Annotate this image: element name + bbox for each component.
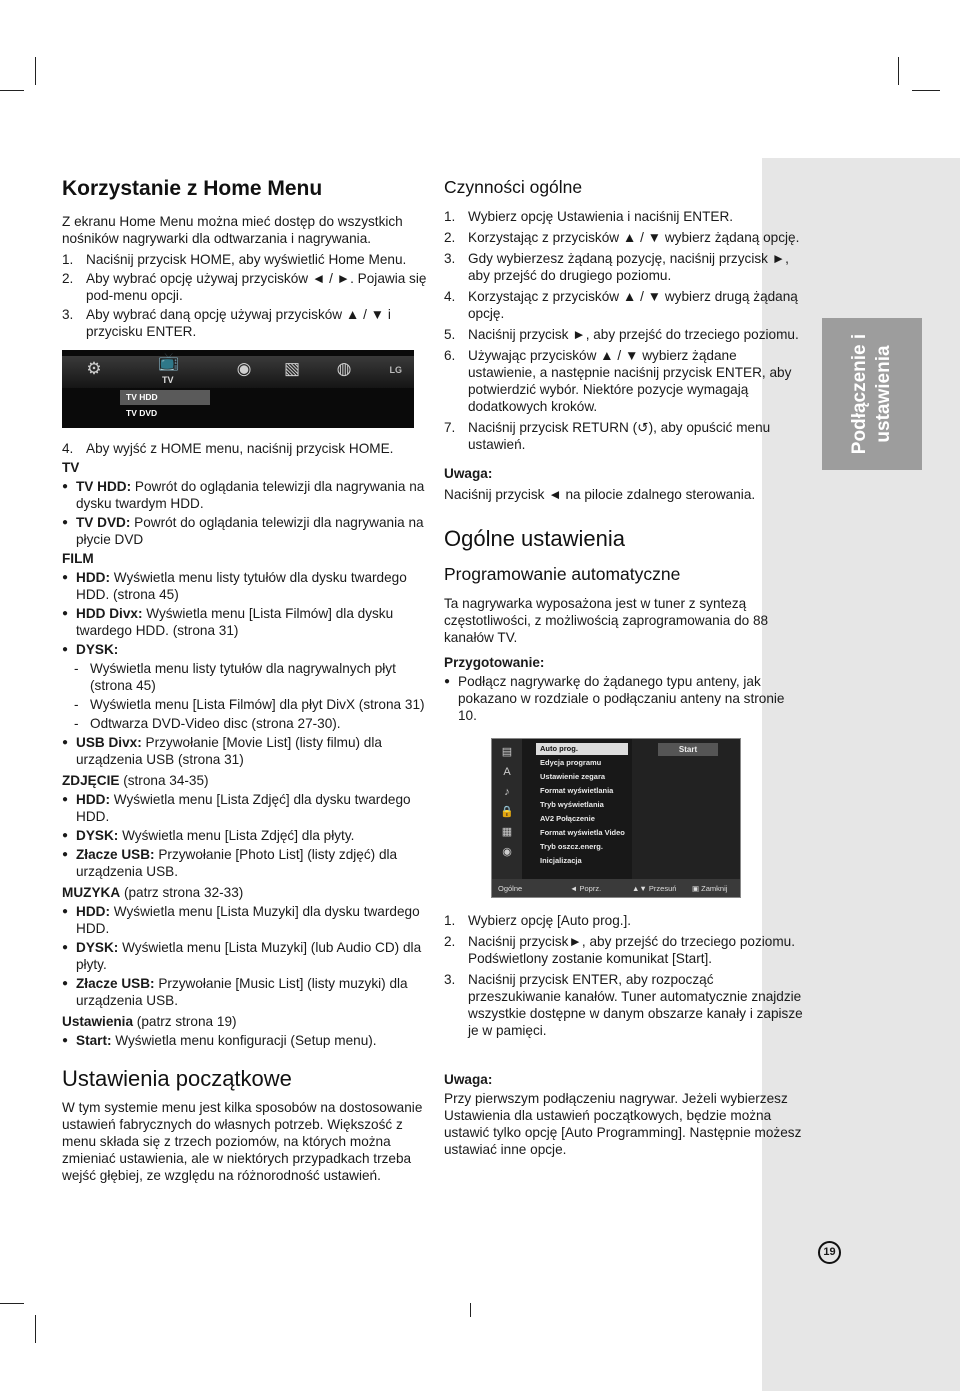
bullet-item: ● USB Divx: Przywołanie [Movie List] (listy filmu) dla urządzenia USB (strona 31) — [62, 735, 382, 767]
photo-icon: ▧ — [283, 359, 301, 378]
intro-paragraph: Z ekranu Home Menu można mieć dostęp do wszystkich nośników nagrywarki dla odtwarzania i nagrywania. — [62, 214, 403, 246]
section-tab-line2: ustawienia — [873, 345, 894, 443]
bullet-item: ● Podłącz nagrywarkę do żądanego typu anteny, jak pokazano w rozdziale o podłączaniu anteny na stronie 10. — [444, 674, 785, 723]
setup-menu-item[interactable]: Inicjalizacja — [540, 856, 582, 865]
setup-footer — [492, 879, 741, 898]
setup-options-panel — [632, 739, 741, 879]
setup-menu-item[interactable]: Ustawienie zegara — [540, 772, 606, 781]
setup-menu-item[interactable]: Format wyświetla Video — [540, 828, 625, 837]
general-settings-icon: ▤ — [501, 746, 513, 758]
left-column — [62, 176, 428, 1184]
dash-item: - Odtwarza DVD-Video disc (strona 27-30). — [74, 716, 341, 731]
right-column — [444, 176, 804, 1158]
crop-mark — [898, 57, 899, 85]
list-item: 1. Wybierz opcję [Auto prog.]. — [444, 913, 632, 928]
section-tab — [822, 318, 922, 470]
note-heading: Uwaga: — [444, 1072, 493, 1087]
bullet-item: ● Złacze USB: Przywołanie [Photo List] (listy zdjęć) dla urządzenia USB. — [62, 847, 398, 879]
brand-logo: LG — [389, 365, 402, 375]
home-submenu-item[interactable]: TV DVD — [126, 408, 158, 418]
list-item: 2. Naciśnij przycisk►, aby przejść do trzeciego poziomu. Podświetlony zostanie komunikat [Start]. — [444, 934, 795, 966]
recording-icon: ▦ — [501, 826, 513, 838]
section-title: Ogólne ustawienia — [444, 526, 626, 551]
list-item: 2. Korzystając z przycisków ▲ / ▼ wybierz żądaną opcję. — [444, 230, 800, 245]
footer-label: Ogólne — [498, 884, 523, 893]
list-item: 5. Naciśnij przycisk ►, aby przejść do trzeciego poziomu. — [444, 327, 799, 342]
group-heading: TV — [62, 460, 80, 475]
group-heading: MUZYKA (patrz strona 32-33) — [62, 885, 244, 900]
setup-menu-item[interactable]: Auto prog. — [536, 743, 628, 755]
settings-gears-icon: ⚙ — [86, 359, 102, 378]
crop-mark — [0, 1303, 24, 1304]
footer-prev: ◄ Poprz. — [570, 884, 602, 893]
crop-mark — [35, 57, 36, 85]
footer-move: ▲▼ Przesuń — [632, 884, 677, 893]
group-heading: FILM — [62, 551, 94, 566]
list-item: 3. Gdy wybierzesz żądaną pozycję, naciśnij przycisk ►, aby przejść do drugiego poziomu. — [444, 251, 789, 283]
disc-icon: ◉ — [502, 846, 512, 858]
start-option[interactable]: Start — [658, 743, 718, 756]
bullet-item: ● HDD: Wyświetla menu [Lista Zdjęć] dla dysku twardego HDD. — [62, 792, 411, 824]
tv-icon: 📺 — [158, 352, 180, 371]
list-item: 4. Korzystając z przycisków ▲ / ▼ wybierz drugą żądaną opcję. — [444, 289, 798, 321]
section-title: Ustawienia początkowe — [62, 1066, 292, 1091]
bullet-item: ● DYSK: Wyświetla menu [Lista Muzyki] (lub Audio CD) dla płyty. — [62, 940, 422, 972]
list-item: 2. Aby wybrać opcję używaj przycisków ◄ / ►. Pojawia się pod-menu opcji. — [62, 271, 427, 303]
note-text: Naciśnij przycisk ◄ na pilocie zdalnego sterowania. — [444, 487, 756, 502]
list-item: 4. Aby wyjść z HOME menu, naciśnij przycisk HOME. — [62, 441, 394, 456]
section-tab-line1: Podłączenie i — [849, 333, 870, 455]
crop-mark — [0, 90, 24, 91]
section-title: Czynności ogólne — [444, 177, 583, 197]
film-reel-icon: ◉ — [236, 359, 252, 378]
page-number: 19 — [818, 1241, 841, 1264]
bullet-item: ● Start: Wyświetla menu konfiguracji (Setup menu). — [62, 1033, 377, 1048]
crop-mark — [912, 90, 940, 91]
bullet-item: ● HDD Divx: Wyświetla menu [Lista Filmów] dla dysku twardego HDD. (strona 31) — [62, 606, 394, 638]
dash-item: - Wyświetla menu listy tytułów dla nagrywalnych płyt (strona 45) — [74, 661, 396, 693]
bullet-item: ● TV HDD: Powrót do oglądania telewizji dla nagrywania na dysku twardym HDD. — [62, 479, 425, 511]
note-text: Przy pierwszym podłączeniu nagrywar. Jeżeli wybierzesz Ustawienia dla ustawień początkowych, będzie można ustawić tylko opcję [Auto Programming]. Następnie możesz ustawiać inne opcje. — [444, 1091, 802, 1157]
music-disc-icon: ◍ — [336, 359, 352, 378]
list-item: 3. Naciśnij przycisk ENTER, aby rozpocząć przeszukiwanie kanałów. Tuner automatycznie znajdzie wszystkie dostępne w danym obszarze kanały i zapisze je w pamięci. — [444, 972, 803, 1038]
dash-item: - Wyświetla menu [Lista Filmów] dla płyt DivX (strona 31) — [74, 697, 425, 712]
setup-menu-item[interactable]: Edycja programu — [540, 758, 602, 767]
bullet-item: ● DYSK: Wyświetla menu [Lista Zdjęć] dla płyty. — [62, 828, 355, 843]
audio-icon: ♪ — [504, 786, 510, 798]
intro-paragraph: Ta nagrywarka wyposażona jest w tuner z syntezą częstotliwości, z możliwością zaprogramowania do 88 kanałów TV. — [444, 596, 769, 645]
subsection-title: Programowanie automatyczne — [444, 564, 681, 584]
home-tv-label: TV — [162, 375, 174, 385]
group-heading: Ustawienia (patrz strona 19) — [62, 1014, 237, 1029]
home-menu-screenshot — [62, 350, 414, 428]
note-heading: Uwaga: — [444, 466, 493, 481]
list-item: 1. Naciśnij przycisk HOME, aby wyświetlić Home Menu. — [62, 252, 407, 267]
bullet-item: ● DYSK: — [62, 642, 119, 657]
lock-icon: 🔒 — [500, 806, 514, 818]
home-submenu-item[interactable]: TV HDD — [120, 390, 210, 405]
bullet-item: ● TV DVD: Powrót do oglądania telewizji dla nagrywania na płycie DVD — [62, 515, 424, 547]
prep-heading: Przygotowanie: — [444, 655, 545, 670]
setup-menu-item[interactable]: AV2 Połączenie — [540, 814, 595, 823]
bullet-item: ● HDD: Wyświetla menu listy tytułów dla dysku twardego HDD. (strona 45) — [62, 570, 407, 602]
crop-mark — [470, 1303, 471, 1317]
setup-menu-item[interactable]: Tryb oszcz.energ. — [540, 842, 603, 851]
list-item: 1. Wybierz opcję Ustawienia i naciśnij ENTER. — [444, 209, 734, 224]
bullet-item: ● Złacze USB: Przywołanie [Music List] (listy muzyki) dla urządzenia USB. — [62, 976, 408, 1008]
setup-menu-item[interactable]: Tryb wyświetlania — [540, 800, 604, 809]
list-item: 7. Naciśnij przycisk RETURN (↺), aby opuścić menu ustawień. — [444, 420, 771, 452]
footer-close: ▣ Zamknij — [692, 884, 728, 893]
language-icon: A — [503, 766, 511, 778]
body-paragraph: W tym systemie menu jest kilka sposobów na dostosowanie ustawień fabrycznych do własnych potrzeb. Większość z menu składa się z trzech poziomów, na których można zmieniać ustawienia, ale w niektórych przypadkach trzeba wejść głębiej, ze względu na różnorodność ustawień. — [62, 1100, 423, 1183]
list-item: 6. Używając przycisków ▲ / ▼ wybierz żądane ustawienie, a następnie naciśnij przycisk ENTER, aby potwierdzić wybór. Niektóre pozycje wymagają dodatkowych kroków. — [444, 348, 792, 414]
section-title: Korzystanie z Home Menu — [62, 177, 323, 200]
list-item: 3. Aby wybrać daną opcję używaj przycisków ▲ / ▼ i przycisku ENTER. — [62, 307, 391, 339]
group-heading: ZDJĘCIE (strona 34-35) — [62, 773, 209, 788]
setup-menu-item[interactable]: Format wyświetlania — [540, 786, 614, 795]
setup-menu-screenshot — [491, 738, 741, 898]
crop-mark — [35, 1315, 36, 1343]
bullet-item: ● HDD: Wyświetla menu [Lista Muzyki] dla dysku twardego HDD. — [62, 904, 420, 936]
